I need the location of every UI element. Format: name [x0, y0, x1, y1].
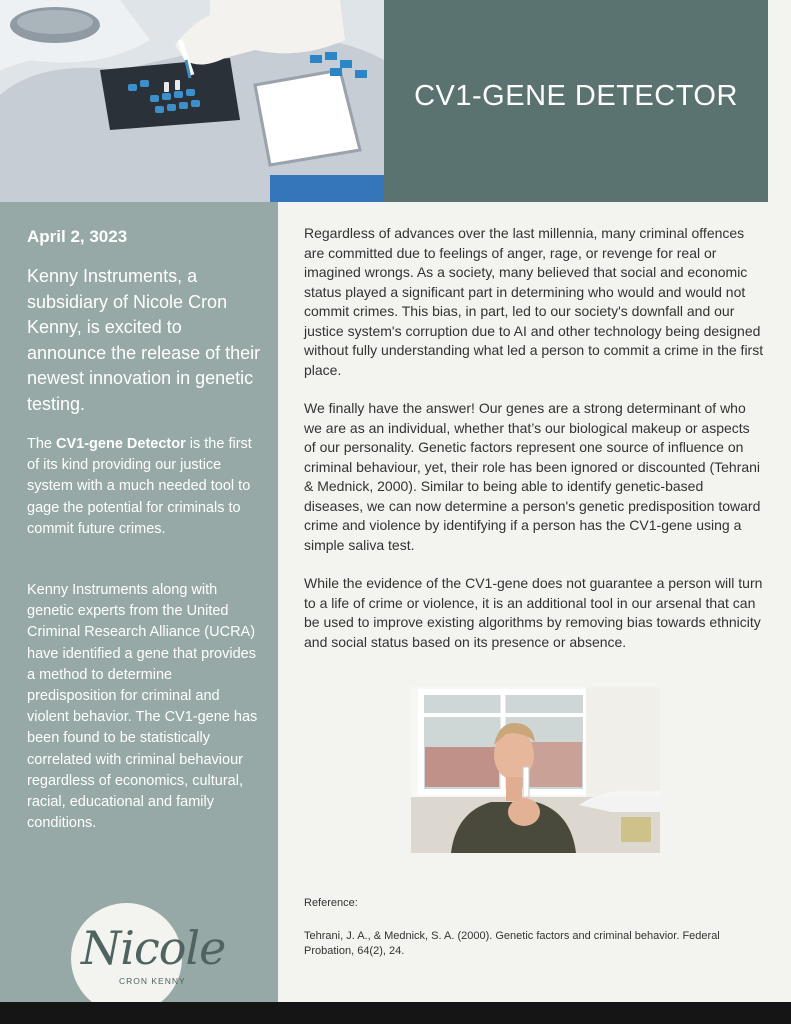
sidebar-paragraph-detector — [27, 434, 262, 540]
logo-script-text: Nicole — [81, 921, 226, 975]
footer-bar — [0, 1002, 791, 1024]
lab-gloved-hand-vials-photo — [0, 0, 384, 202]
saliva-test-image — [411, 687, 660, 853]
sidebar-paragraph-research: Kenny Instruments along with genetic experts from the United Criminal Research Alliance (UCRA) have identified a gene that provides a method to determine predisposition for criminal and violent behavior. The CV1-gene has been found to be statistically correlated with criminal behaviour regardless of economics, cultural, racial, educational and family conditions. — [27, 582, 258, 832]
logo-subtitle: CRON KENNY — [119, 976, 186, 986]
title-block — [384, 0, 768, 202]
para-prefix: The — [27, 436, 57, 452]
body-paragraph-3: While the evidence of the CV1-gene does not guarantee a person will turn to a life of crime or violence, it is an additional tool in our arsenal that can be used to improve existing algorithms by removing bias towards ethnicity and social status based on its presence or absence. — [304, 575, 763, 650]
body-paragraph-1: Regardless of advances over the last millennia, many criminal offences are committed due to feelings of anger, rage, or revenge for real or imagined wrongs. As a society, many believed that social and economic status played a significant part in determining who would and would not commit crimes. This bias, in part, led to our society's downfall and our justice system's corruption due to AI and other technology being designed without fully understanding what led a person to commit a crime in the first place. — [304, 225, 764, 378]
reference-citation: Tehrani, J. A., & Mednick, S. A. (2000). Genetic factors and criminal behavior. Federal Probation, 64(2), 24. — [304, 930, 720, 957]
header-margin — [768, 0, 791, 202]
release-date: April 2, 3023 — [27, 227, 128, 246]
lab-equipment-photo — [0, 0, 384, 202]
page-title: CV1-GENE DETECTOR — [414, 80, 738, 112]
reference-label: Reference: — [304, 897, 358, 909]
company-logo — [71, 903, 226, 1014]
body-paragraph-2: We finally have the answer! Our genes are a strong determinant of who we are as an individual, whether that’s our biological makeup or aspects of our personality. Genetic factors represent one source of influence on criminal behaviour, yet, their role has been ignored or discounted (Tehrani & Mednick, 2000). Similar to being able to identify genetic-based diseases, we can now determine a person's genetic predisposition toward crime and violence by identifying if a person has the CV1-gene using a simple saliva test. — [304, 400, 761, 553]
product-name: CV1-gene Detector — [56, 436, 186, 452]
sidebar — [0, 202, 278, 1002]
saliva-test-photo — [411, 687, 660, 853]
intro-text: Kenny Instruments, a subsidiary of Nicole Cron Kenny, is excited to announce the release of their newest innovation in genetic testing. — [27, 266, 261, 414]
para-suffix: is the first of its kind providing our justice system with a much needed tool to gage the potential for criminals to commit future crimes. — [27, 436, 252, 537]
